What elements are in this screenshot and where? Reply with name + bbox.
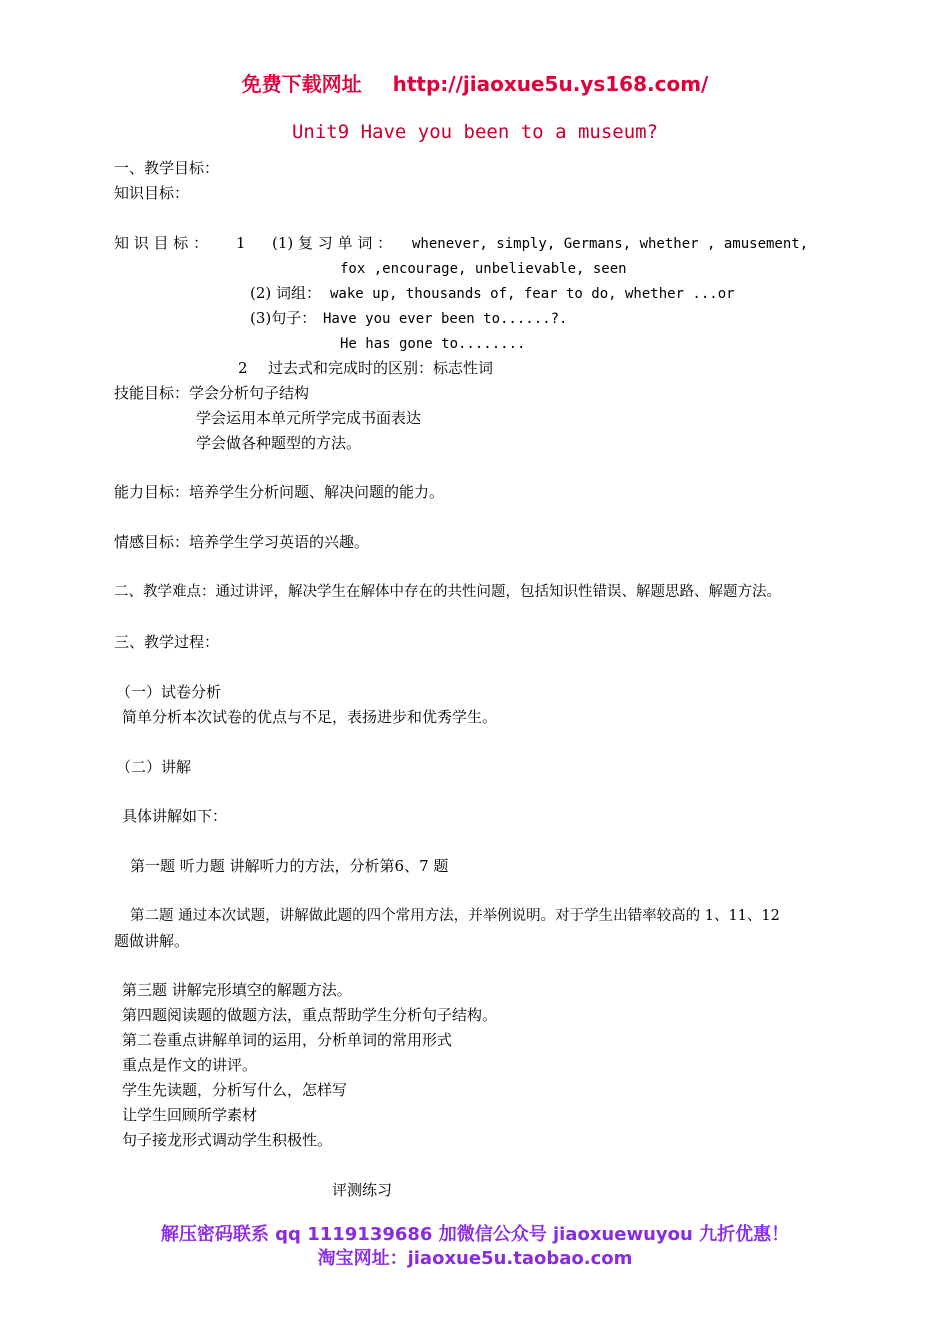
knowledge-item-number-1: 1 bbox=[236, 234, 246, 252]
tense-text: 过去式和完成时的区别：标志性词 bbox=[268, 359, 494, 377]
evaluation-exercise: 评测练习 bbox=[332, 1181, 393, 1199]
page-header bbox=[0, 68, 950, 97]
footer-taobao-link[interactable]: 淘宝网址：jiaoxue5u.taobao.com bbox=[317, 1248, 633, 1269]
essay-focus: 重点是作文的讲评。 bbox=[122, 1056, 258, 1074]
download-url-link[interactable]: http://jiaoxue5u.ys168.com/ bbox=[392, 72, 709, 96]
paper-2: 第二卷重点讲解单词的运用，分析单词的常用形式 bbox=[122, 1031, 453, 1049]
explanation-intro: 具体讲解如下： bbox=[122, 807, 228, 825]
part1-text: 简单分析本次试卷的优点与不足，表扬进步和优秀学生。 bbox=[122, 708, 498, 726]
section2-difficulty: 二、教学难点：通过讲评，解决学生在解体中存在的共性问题，包括知识性错误、解题思路、解题方法。 bbox=[114, 584, 781, 600]
read-question: 学生先读题，分析写什么，怎样写 bbox=[122, 1081, 348, 1099]
phrases-text: wake up, thousands of, fear to do, whether ...or bbox=[330, 286, 735, 302]
part2-title: （二）讲解 bbox=[116, 758, 192, 776]
skill-line-3: 学会做各种题型的方法。 bbox=[196, 434, 362, 452]
page-title: Unit9 Have you been to a museum? bbox=[291, 121, 659, 143]
section3-heading: 三、教学过程： bbox=[114, 633, 220, 651]
section1-heading: 一、教学目标： bbox=[114, 159, 220, 177]
ability-target: 能力目标：培养学生分析问题、解决问题的能力。 bbox=[114, 483, 445, 501]
question-2-line-1: 第二题 通过本次试题，讲解做此题的四个常用方法，并举例说明。对于学生出错率较高的 1、11、12 bbox=[130, 908, 780, 924]
emotion-target: 情感目标：培养学生学习英语的兴趣。 bbox=[114, 533, 370, 551]
question-2-line-2: 题做讲解。 bbox=[114, 932, 190, 950]
download-label: 免费下载网址 bbox=[241, 72, 362, 96]
phrases-label: (2) 词组： bbox=[250, 284, 322, 302]
question-1: 第一题 听力题 讲解听力的方法，分析第6、7 题 bbox=[130, 857, 449, 875]
knowledge-target-label: 知 识 目 标 ： bbox=[114, 234, 209, 252]
part1-title: （一）试卷分析 bbox=[116, 683, 222, 701]
footer-contact: 解压密码联系 qq 1119139686 加微信公众号 jiaoxuewuyou 九折优惠！ bbox=[160, 1224, 790, 1245]
sentence-chain: 句子接龙形式调动学生积极性。 bbox=[122, 1131, 333, 1149]
sentences-label: (3)句子： bbox=[250, 309, 317, 327]
question-3: 第三题 讲解完形填空的解题方法。 bbox=[122, 981, 352, 999]
words-line-1: whenever, simply, Germans, whether , amusement, bbox=[412, 236, 809, 252]
words-line-2: fox ,encourage, unbelievable, seen bbox=[340, 261, 627, 277]
question-4: 第四题阅读题的做题方法，重点帮助学生分析句子结构。 bbox=[122, 1006, 498, 1024]
review-material: 让学生回顾所学素材 bbox=[122, 1106, 258, 1124]
skill-target: 技能目标：学会分析句子结构 bbox=[114, 384, 310, 402]
knowledge-label: 知识目标： bbox=[114, 184, 190, 202]
sentences-text: Have you ever been to......?. bbox=[323, 311, 568, 327]
sentences-line-2: He has gone to........ bbox=[340, 336, 526, 352]
knowledge-item-number-2: 2 bbox=[238, 359, 248, 377]
skill-line-2: 学会运用本单元所学完成书面表达 bbox=[196, 409, 422, 427]
words-label: (1) 复 习 单 词 ： bbox=[272, 234, 393, 252]
